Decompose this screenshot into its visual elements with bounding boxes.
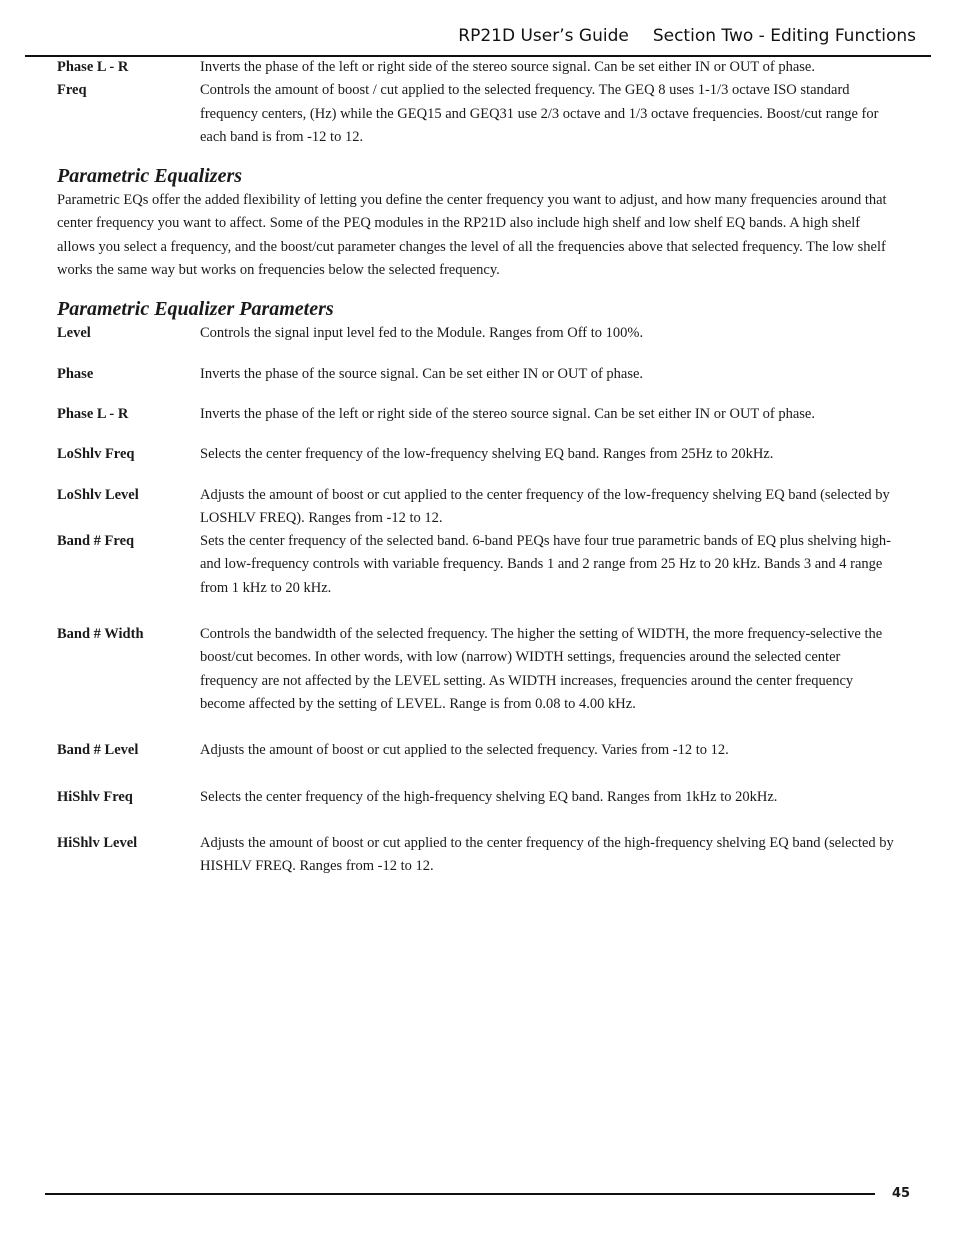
definition: Inverts the phase of the source signal. Can be set either IN or OUT of phase. bbox=[200, 365, 644, 382]
term: LoShlv Level bbox=[57, 486, 139, 503]
definition-row bbox=[57, 832, 897, 879]
definition-row bbox=[57, 739, 897, 762]
term: Phase L - R bbox=[57, 405, 129, 422]
definition: Controls the bandwidth of the selected frequency. The higher the setting of WIDTH, the more frequency-selective the boost/cut becomes. In other words, with low (narrow) WIDTH settings, frequencies around the selected center frequency are not affected by the LEVEL setting. As WIDTH increases, frequencies around the center frequency become affected by the setting of LEVEL. Range is from 0.08 to 4.00 kHz. bbox=[200, 626, 883, 712]
definition-row bbox=[57, 403, 897, 426]
definition-row bbox=[57, 322, 897, 345]
term: HiShlv Level bbox=[57, 834, 138, 851]
term: HiShlv Freq bbox=[57, 788, 133, 805]
section-heading-params: Parametric Equalizer Parameters bbox=[57, 298, 334, 321]
definition-row bbox=[57, 56, 897, 79]
term: Band # Freq bbox=[57, 533, 135, 550]
footer-rule bbox=[45, 1193, 875, 1195]
peq-description: Parametric EQs offer the added flexibility of letting you define the center frequency you want to adjust, and how many frequencies around that center frequency you want to affect. Some of the PEQ modules in the RP21D also include high shelf and low shelf EQ bands. A high shelf allows you select a frequency, and the boost/cut parameter changes the level of all the frequencies above that selected frequency. The low shelf works the same way but works on frequencies below the selected frequency. bbox=[57, 192, 887, 279]
definition-row bbox=[57, 484, 897, 531]
page-number: 45 bbox=[892, 1186, 911, 1201]
definition-row bbox=[57, 786, 897, 809]
definition: Adjusts the amount of boost or cut applied to the center frequency of the high-frequency shelving EQ band (selected by HISHLV FREQ. Ranges from -12 to 12. bbox=[200, 834, 894, 875]
definition: Inverts the phase of the left or right side of the stereo source signal. Can be set either IN or OUT of phase. bbox=[200, 405, 815, 422]
section-heading-peq: Parametric Equalizers bbox=[57, 165, 243, 188]
definition: Selects the center frequency of the high-frequency shelving EQ band. Ranges from 1kHz to 20kHz. bbox=[200, 788, 778, 805]
definition: Inverts the phase of the left or right side of the stereo source signal. Can be set either IN or OUT of phase. bbox=[200, 59, 815, 75]
definition: Adjusts the amount of boost or cut applied to the selected frequency. Varies from -12 to 12. bbox=[200, 742, 729, 759]
section-title: Section Two - Editing Functions bbox=[652, 26, 916, 46]
term: Level bbox=[57, 325, 91, 342]
term: Band # Width bbox=[57, 626, 144, 643]
definition: Controls the amount of boost / cut applied to the selected frequency. The GEQ 8 uses 1-1/3 octave ISO standard frequency centers, (Hz) while the GEQ15 and GEQ31 use 2/3 octave and 1/3 octave frequencies. Boost/cut range for each band is from -12 to 12. bbox=[200, 82, 879, 145]
definition-row bbox=[57, 623, 897, 716]
term: Phase bbox=[57, 365, 94, 382]
definition-row bbox=[57, 79, 897, 149]
guide-title: RP21D User’s Guide bbox=[458, 26, 629, 46]
definition: Controls the signal input level fed to the Module. Ranges from Off to 100%. bbox=[200, 325, 644, 342]
term: LoShlv Freq bbox=[57, 446, 135, 463]
term: Phase L - R bbox=[57, 59, 129, 75]
definition-row bbox=[57, 443, 897, 466]
definition: Selects the center frequency of the low-frequency shelving EQ band. Ranges from 25Hz to 20kHz. bbox=[200, 446, 774, 463]
page-content bbox=[57, 56, 897, 878]
term: Band # Level bbox=[57, 742, 139, 759]
definition-row bbox=[57, 530, 897, 600]
term: Freq bbox=[57, 82, 87, 99]
definition: Sets the center frequency of the selected band. 6-band PEQs have four true parametric bands of EQ plus shelving high- and low-frequency controls with variable frequency. Bands 1 and 2 range from 25 Hz to 20 kHz. Bands 3 and 4 range from 1 kHz to 20 kHz. bbox=[200, 533, 891, 596]
definition-row bbox=[57, 363, 897, 386]
definition: Adjusts the amount of boost or cut applied to the center frequency of the low-frequency shelving EQ band (selected by LOSHLV FREQ). Ranges from -12 to 12. bbox=[200, 486, 890, 526]
running-header bbox=[458, 26, 916, 46]
